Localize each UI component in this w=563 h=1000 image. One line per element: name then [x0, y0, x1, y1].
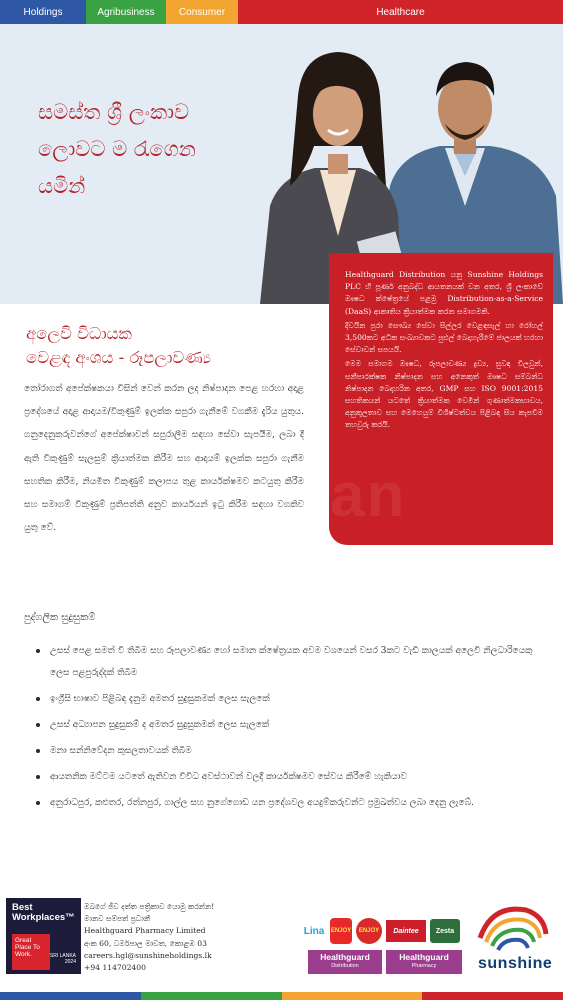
hero-title [38, 94, 258, 205]
brand-sub: Distribution [331, 963, 359, 969]
bar-segment [422, 992, 563, 1000]
watermark-text: an [330, 461, 407, 530]
tab-agribusiness[interactable]: Agribusiness [86, 0, 166, 24]
great-place-to-work-logo: Great Place To Work. [12, 934, 50, 970]
brand-name: Healthguard [320, 952, 370, 962]
best-workplaces-badge [6, 898, 81, 974]
tab-holdings[interactable]: Holdings [0, 0, 86, 24]
qualifications-list [36, 640, 536, 818]
job-title-line: වෙළඳ අංශය - රූපලාවණ්‍ය [26, 348, 211, 367]
contact-line: ඔබගේ ජීව දත්ත පත්‍රිකාව යොමු කරන්න! [84, 902, 215, 911]
job-title-line: අලෙවි විධායක [26, 324, 132, 343]
healthguard-pharmacy-logo [386, 950, 462, 974]
contact-line: අංක 60, ධර්මපාල මාවත, කොළඹ 03 [84, 938, 207, 948]
zesta-logo: Zesta [430, 919, 460, 943]
award-title: Best Workplaces™ [12, 902, 75, 923]
tab-consumer[interactable]: Consumer [166, 0, 238, 24]
bar-segment [282, 992, 423, 1000]
bar-segment [141, 992, 282, 1000]
award-year: 2024 [64, 959, 76, 965]
contact-email[interactable]: careers.hgl@sunshineholdings.lk [84, 950, 212, 960]
bottom-color-bar [0, 992, 563, 1000]
top-nav [0, 0, 563, 24]
contact-line: මානව සම්පත් ප්‍රධානී [84, 914, 151, 924]
contact-phone[interactable]: +94 114702400 [84, 963, 146, 973]
bar-segment [0, 992, 141, 1000]
job-description: තෝරාගත් අපේක්ෂකයා විසින් වෙන් කරන ලද නිෂ්පාදන පෙළ හරහා අදාළ ප්‍රදේශයේ අදාළ ආදායම/විකුණුම් ඉලක්ක සපුරා ගැනීමේ වගකීම දැරිය යුතුය. ගනුදෙනුකරුවන්ගේ අපේක්ෂාවන් සපුරාලීම සඳහා සේවා සැපයීම, ලබා දී ඇති විකුණුම් සැලසුම් ක්‍රියාත්මක කිරීම සහ ආදායම් ඉලක්ක සපුරා ගැනීම සහතික කිරීම, නියමිත විකුණුම් කලාපය තුළ කාර්යක්ෂමව කටයුතු කිරීම සහ සමාගම් විකුණුම් ප්‍රතිපත්ති අනුව කාර්යයන් ඉටු කිරීම සඳහා වගකිව යුතු වේ. [24, 384, 304, 534]
award-country-year [50, 953, 76, 965]
brand-name: Healthguard [399, 952, 449, 962]
qualification-item: උසස් පෙළ සමත් වී තිබීම සහ රූපලාවණ්‍ය හෝ සමාන ක්ෂේත්‍රයක අවම වශයෙන් වසර 3කට වැඩි කාලයක් අලෙවි නිලධාරියෙකු ලෙස පළපුරුද්දක් තිබීම [36, 640, 536, 684]
qualification-item: ආයතනික මට්ටම යටතේ ඇතිවන විවිධ අවස්ථාවන් වලදී කාර්යක්ෂමව සේවය කිරීමේ හැකියාව [36, 766, 536, 788]
qualification-item: ඉංග්‍රීසි භාෂාව පිළිබඳ දැනුම අමතර සුදුසුකමක් ලෙස සැලකේ [36, 688, 536, 710]
award-country: SRI LANKA [49, 953, 76, 959]
hero-title-line: ලොවට ම රැගෙන [38, 137, 196, 161]
qualification-item: උසස් අධ්‍යාපන සුදුසුකම් ද අමතර සුදුසුකමක් ලෙස සැලකේ [36, 714, 536, 736]
brand-logos [300, 916, 470, 976]
info-paragraph: Healthguard Distribution යනු Sunshine Holdings PLC හි පූර්ණ අනුබද්ධ ආයතනයක් වන අතර, ශ්‍රී ලංකාවේ ඖෂධ ක්ෂේත්‍රයේ පළමු Distribution-as-a-Service (DaaS) ආකෘතිය ක්‍රියාත්මක කරන සමාගමකි. [345, 270, 543, 316]
lina-logo: Lina [300, 920, 328, 942]
sunshine-wordmark: sunshine [478, 955, 553, 972]
daintee-logo: Daintee [386, 920, 426, 942]
qualification-item: මනා සන්නිවේදන කුසලතාවයක් තිබීම [36, 740, 536, 762]
info-paragraph: දිවයින පුරා සෞඛ්‍ය සේවා සිල්ලර වෙළඳසැල් හා රෝහල් 3,500කට අධික සංඛ්‍යාවකට පුළුල් බෙදාහැරීමේ ජාලයක් හරහා සේවාවන් සපයයි. [345, 320, 543, 355]
job-title [26, 322, 306, 370]
contact-line: Healthguard Pharmacy Limited [84, 926, 206, 936]
brand-sub: Pharmacy [411, 963, 437, 969]
enjoy-logo: ENJOY [330, 918, 352, 944]
info-paragraph: මෙම සමාගම ඖෂධ, රූපලාවණ්‍ය ද්‍රව්‍ය, සුවඳ විලවුන්, සනීපාරක්ෂක නිෂ්පාදන සහ අනෙකුත් ඖෂධ සම්බන්ධ නිෂ්පාදන බෙදාහරින අතර, GMP සහ ISO 9001:2015 සහතිකයන් යටතේ ක්‍රියාත්මක වෙමින් ගුණාත්මකභාවය, අනුකූලතාව සහ මෙහෙයුම් විශිෂ්ටත්වය පිළිබඳ සිය කැපවීම තහවුරු කරයි. [345, 359, 543, 430]
hero-title-line: සමස්ත ශ්‍රී ලංකාව [38, 100, 190, 124]
hero-title-line: යමින් [38, 174, 86, 198]
qualifications-heading: පුද්ගලික සුදුසුකම් [24, 612, 96, 623]
healthguard-distribution-logo [308, 950, 382, 974]
enjoy-round-logo: ENJOY [356, 918, 382, 944]
tab-healthcare[interactable]: Healthcare [238, 0, 563, 24]
qualification-item: අනුරාධපුර, කළුතර, රත්නපුර, ගාල්ල සහ නුගේගොඩ යන ප්‍රදේශවල අයදුම්කරුවන්ට ප්‍රමුඛත්වය ලබා දෙනු ලැබේ. [36, 792, 536, 814]
contact-block [84, 901, 284, 974]
